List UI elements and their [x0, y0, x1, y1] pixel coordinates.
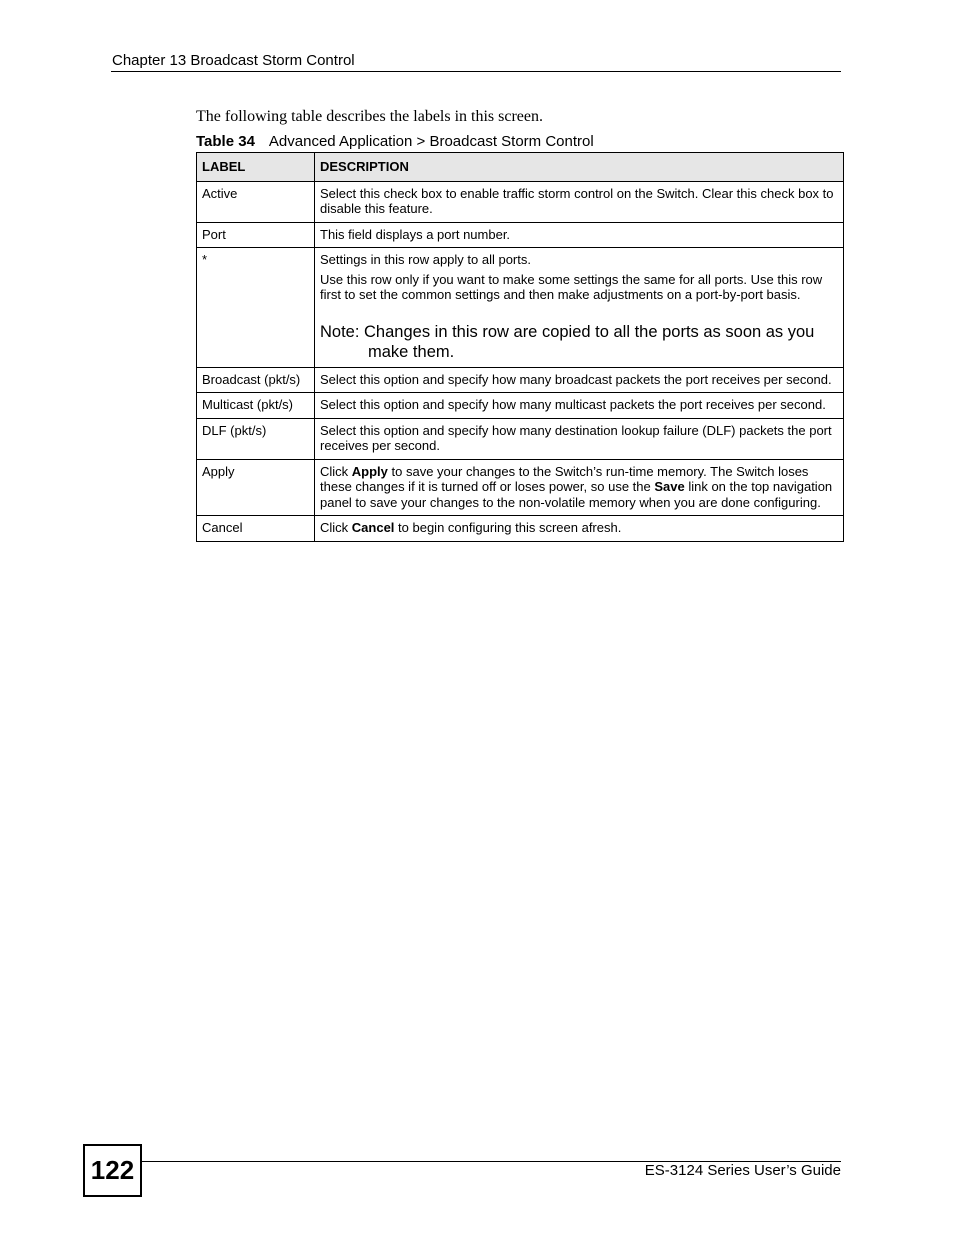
table-row: [197, 516, 844, 542]
row-description: [315, 459, 844, 516]
description-text: Click: [320, 520, 352, 535]
description-bold-term: Apply: [351, 463, 388, 479]
row-description-paragraph: Settings in this row apply to all ports.: [320, 252, 531, 267]
table-row: [197, 418, 844, 459]
column-header-description: DESCRIPTION: [315, 153, 844, 182]
row-description: [315, 516, 844, 542]
row-description: [315, 248, 844, 368]
row-description: Select this option and specify how many multicast packets the port receives per second.: [315, 393, 844, 419]
table-caption: [196, 133, 594, 150]
table-row: [197, 248, 844, 368]
table-header-row: [197, 153, 844, 182]
row-label: Active: [197, 181, 315, 222]
label-description-table: [196, 152, 844, 542]
table-row: [197, 393, 844, 419]
table-row: [197, 222, 844, 248]
chapter-header: Chapter 13 Broadcast Storm Control: [112, 52, 355, 69]
description-text: to save your changes to the Switch’s run-time memory. The Switch loses these changes if it is turned off or loses power, so use the: [320, 463, 809, 494]
table-caption-title: Advanced Application > Broadcast Storm Control: [268, 133, 594, 150]
description-text: Click: [320, 463, 352, 479]
header-divider: [111, 71, 841, 72]
intro-text: The following table describes the labels in this screen.: [196, 108, 544, 125]
guide-title: ES-3124 Series User’s Guide: [644, 1162, 841, 1179]
page-number: 122: [83, 1144, 142, 1197]
row-description: This field displays a port number.: [315, 222, 844, 248]
row-description: Select this option and specify how many broadcast packets the port receives per second.: [315, 367, 844, 393]
table-row: [197, 181, 844, 222]
row-label: *: [197, 248, 315, 368]
row-description-paragraph: Use this row only if you want to make some settings the same for all ports. Use this row first to set the common settings and then make adjustments on a port-by-port basis.: [320, 271, 823, 302]
description-bold-term: Cancel: [351, 520, 395, 535]
row-label: Broadcast (pkt/s): [197, 367, 315, 393]
description-bold-term: Save: [654, 479, 685, 494]
description-text: link on the top navigation panel to save your changes to the non-volatile memory when you are done configuring.: [320, 479, 833, 510]
row-label: Port: [197, 222, 315, 248]
description-text: to begin configuring this screen afresh.: [394, 520, 622, 535]
table-row: [197, 459, 844, 516]
table-caption-number: Table 34: [196, 133, 255, 150]
row-description: Select this check box to enable traffic storm control on the Switch. Clear this check box to disable this feature.: [315, 181, 844, 222]
column-header-label: LABEL: [197, 153, 315, 182]
row-label: Multicast (pkt/s): [197, 393, 315, 419]
row-description: Select this option and specify how many destination lookup failure (DLF) packets the port receives per second.: [315, 418, 844, 459]
table-row: [197, 367, 844, 393]
row-label: Cancel: [197, 516, 315, 542]
row-label: Apply: [197, 459, 315, 516]
note-text: Note: Changes in this row are copied to all the ports as soon as you make them.: [320, 322, 815, 361]
row-label: DLF (pkt/s): [197, 418, 315, 459]
